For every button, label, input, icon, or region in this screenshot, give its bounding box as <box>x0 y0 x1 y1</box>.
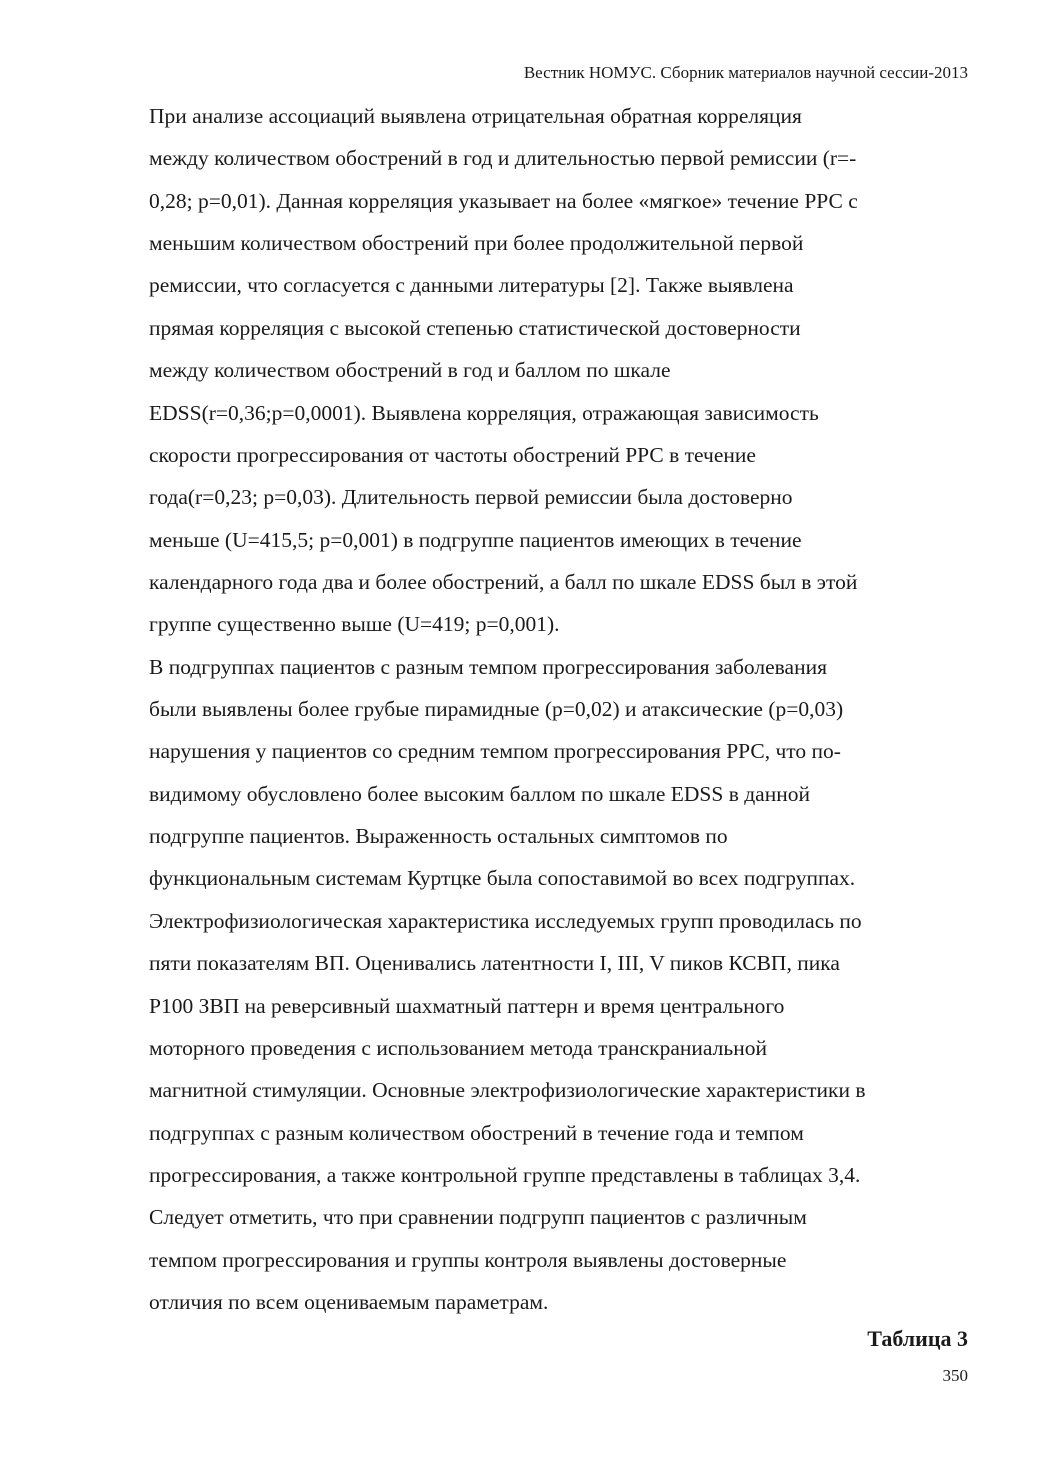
text-line: были выявлены более грубые пирамидные (p=0,02) и атаксические (p=0,03) <box>149 697 844 722</box>
text-line: EDSS(r=0,36;p=0,0001). Выявлена корреляция, отражающая зависимость <box>149 400 819 425</box>
page-number: 350 <box>942 1366 968 1385</box>
text-line: отличия по всем оцениваемым параметрам. <box>149 1290 549 1315</box>
text-line: меньше (U=415,5; p=0,001) в подгруппе пациентов имеющих в течение <box>149 527 802 552</box>
text-line: группе существенно выше (U=419; p=0,001). <box>149 612 560 637</box>
text-line: подгруппе пациентов. Выраженность остальных симптомов по <box>149 824 728 849</box>
table-caption: Таблица 3 <box>867 1326 968 1351</box>
text-line: При анализе ассоциаций выявлена отрицательная обратная корреляция <box>149 104 802 128</box>
text-line: скорости прогрессирования от частоты обострений РРС в течение <box>149 442 756 467</box>
text-line: Электрофизиологическая характеристика исследуемых групп проводилась по <box>149 908 862 933</box>
text-line: темпом прогрессирования и группы контроля выявлены достоверные <box>149 1247 787 1272</box>
text-line: В подгруппах пациентов с разным темпом прогрессирования заболевания <box>149 654 827 679</box>
text-line: 0,28; p=0,01). Данная корреляция указывает на более «мягкое» течение РРС с <box>149 188 858 213</box>
body-text <box>149 98 979 1326</box>
text-line: магнитной стимуляции. Основные электрофизиологические характеристики в <box>149 1078 866 1103</box>
text-line: календарного года два и более обострений, а балл по шкале EDSS был в этой <box>149 569 858 594</box>
text-line: прямая корреляция с высокой степенью статистической достоверности <box>149 315 801 340</box>
text-line: Следует отметить, что при сравнении подгрупп пациентов с различным <box>149 1205 807 1230</box>
text-line: меньшим количеством обострений при более продолжительной первой <box>149 231 804 256</box>
text-line: нарушения у пациентов со средним темпом прогрессирования РРС, что по- <box>149 739 841 764</box>
text-line: моторного проведения с использованием метода транскраниальной <box>149 1035 767 1060</box>
text-line: между количеством обострений в год и баллом по шкале <box>149 358 671 383</box>
text-line: функциональным системам Куртцке была сопоставимой во всех подгруппах. <box>149 866 856 891</box>
text-line: подгруппах с разным количеством обострений в течение года и темпом <box>149 1120 804 1145</box>
running-header: Вестник НОМУС. Сборник материалов научной сессии-2013 <box>523 63 968 82</box>
text-line: между количеством обострений в год и длительностью первой ремиссии (r=- <box>149 146 857 171</box>
text-line: ремиссии, что согласуется с данными литературы [2]. Также выявлена <box>149 273 794 298</box>
text-line: пяти показателям ВП. Оценивались латентности I, III, V пиков КСВП, пика <box>149 951 840 976</box>
text-line: прогрессирования, а также контрольной группе представлены в таблицах 3,4. <box>149 1162 861 1187</box>
text-line: Р100 ЗВП на реверсивный шахматный паттерн и время центрального <box>149 993 785 1018</box>
text-line: года(r=0,23; p=0,03). Длительность первой ремиссии была достоверно <box>149 485 793 510</box>
text-line: видимому обусловлено более высоким баллом по шкале EDSS в данной <box>149 781 810 806</box>
